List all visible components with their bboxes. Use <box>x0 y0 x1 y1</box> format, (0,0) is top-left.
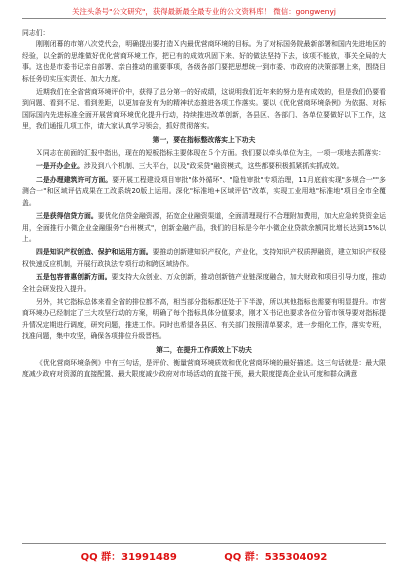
header-divider <box>22 18 386 19</box>
section-heading: 第二，在提升工作质效上下功夫 <box>156 345 252 354</box>
qq-group-2: QQ 群：535304092 <box>224 552 328 563</box>
item-lead: 五是包容普惠创新方面。 <box>36 273 112 282</box>
item-text: 涉及到八个机制、三大平台，以及"政采贷"融资模式，这些都要积极抓紧抓实抓成效。 <box>83 162 344 171</box>
paragraph: Ｘ同志在前面的汇报中指出，现在的短板指标主要体现在５个方面。我们要以牵头单位为主，一项一项地去抓落实： <box>36 149 386 158</box>
list-item <box>22 211 386 245</box>
item-lead: 三是获得信贷方面。 <box>36 212 98 221</box>
item-text: 要推动创新建知识产权化，产业化，支持知识产权质押融资，建立知识产权侵权快速反应机制，开展行政执法专项行动和跨区域协作。 <box>22 248 386 268</box>
item-lead: 二是办理建筑许可方面。 <box>36 175 113 184</box>
list-item <box>22 272 386 295</box>
section-heading: 第一，要在指标整改落实上下功夫 <box>152 135 256 144</box>
item-text: 要开展工程建设项目审批"体外循环"、"隐性审批"专项治理，11月底前实现"多规合一""多测合一"和区域评估成果在工改系统20版上运用。深化"标准地+区域评估"改革，实现工业用地"标准地"项目全市全覆盖。 <box>22 175 386 207</box>
header-banner: 关注头条号"公文研究"，获得最新最全最专业的公文资料库！ 微信：gongwenyj <box>72 7 336 16</box>
item-text: 要支持大众创业、万众创新，推动创新链产业链深度融合，加大财政和项目引导力度，推动全社会研发投入提升。 <box>22 273 386 293</box>
list-item <box>22 247 386 270</box>
item-text: 要优化信贷金融资源，拓宽企业融资渠道，全面清理现行不合理附加费用，加大应急转贷资金运用，全面推行小微企业金融服务"台州模式"，创新金融产品，我们的目标是今年小微企业贷款余额同比增长达到15%以上。 <box>22 212 386 243</box>
document-body <box>22 26 386 550</box>
greeting: 同志们： <box>22 29 50 37</box>
list-item <box>22 161 386 172</box>
footer-divider <box>22 543 386 544</box>
list-item <box>22 175 386 209</box>
item-lead: 四是知识产权创造、保护和运用方面。 <box>36 248 153 257</box>
qq-group-1: QQ 群：31991489 <box>80 552 177 563</box>
paragraph: 另外，其它指标总体来看全省的排位都不高，相当部分指标都还处于下半游，所以其他指标也需要有明显提升。市营商环境办已经制定了三大攻坚行动的方案，明确了每个指标具体分值要求，刚才Ｘ书记也要求各位分管市领导要对指标提升情况定期进行调度，研究问题，推进工作。同时也希望各县区、有关部门按照清单要求，进一步细化工作，落实专班，找准问题，集中攻坚，确保各项排位升级晋档。 <box>22 297 386 341</box>
paragraph: 近期我们在全省营商环境评价中，获得了总分第一的好成绩，这说明我们近年来的努力是有成效的，但是我们仍要看到问题、看到不足、看到差距，以更加奋发有为的精神状态推进各项工作落实。要以《优化营商环境条例》为依据、对标国际国内先进标准全面开展营商环境优化提升行动，持续推进改革创新，各县区、各部门、各单位要做好以下工作，这里，我们通报几项工作，请大家认真学习领会，抓好贯彻落实。 <box>22 88 386 131</box>
footer <box>0 548 408 563</box>
item-lead: 一是开办企业。 <box>36 162 84 171</box>
paragraph: 《优化营商环境条例》中有三句话，是评价、衡量营商环境质效和优化营商环境的最好描述。这三句话就是：最大限度减少政府对资源的直接配置、最大限度减少政府对市场活动的直接干预，最大限度提高企业认可度和群众满意 <box>22 358 386 379</box>
paragraph: 刚刚闭幕的市第八次党代会，明确提出要打造Ｘ内最优营商环境的目标。为了对标国务院最新部署和国内先进地区的经验，以全新的思维做好优化营商环境工作，把已有的成效巩固下来、好的做法坚持下去，该项不能放，事关全局的大事。这也是市委书记亲自部署、亲自推动的重要事项，各级各部门要把思想统一到市委、市政府的决策部署上来，围绕目标任务切实压实责任、加大力度。 <box>22 40 386 83</box>
